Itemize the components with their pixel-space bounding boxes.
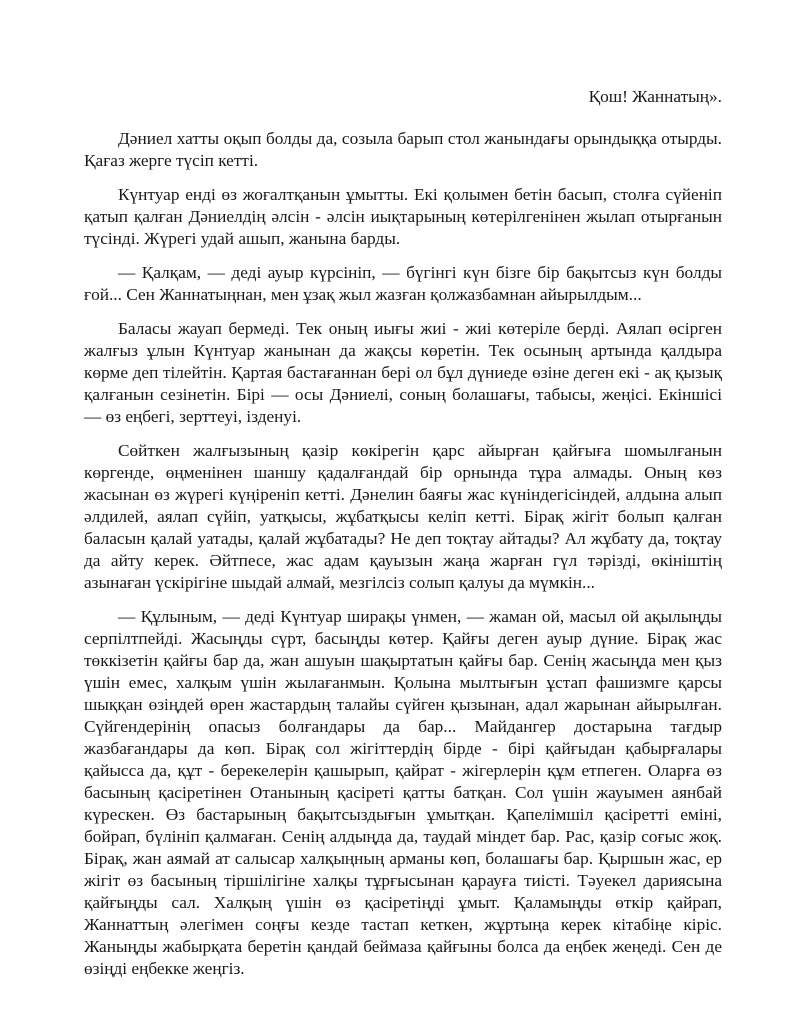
- paragraph: Баласы жауап бермеді. Тек оның иығы жиі - жиі көтеріле берді. Аялап өсірген жалғыз ұлын Күнтуар жанынан да жақсы көретін. Тек осының артында қалдыра көрме деп тілейтін. Қартая бастағаннан бері ол бұл дүниеде өзіне деген екі - ақ қызық қалғанын сезінетін. Бірі — осы Дәниелі, соның болашағы, табысы, жеңісі. Екіншісі — өз еңбегі, зерттеуі, ізденуі.: [84, 319, 722, 426]
- paragraph: Дәниел хатты оқып болды да, созыла барып стол жанындағы орындыққа отырды. Қағаз жерге түсіп кетті.: [84, 129, 722, 170]
- paragraph: — Қалқам, — деді ауыр күрсініп, — бүгінгі күн бізге бір бақытсыз күн болды ғой... Сен Жаннатыңнан, мен ұзақ жыл жазған қолжазбамнан айырылдым...: [84, 263, 722, 304]
- paragraph: Сөйткен жалғызының қазір көкірегін қарс айырған қайғыға шомылғанын көргенде, өңменінен шаншу қадалғандай бір орнында тұра алмады. Оның көз жасынан өз жүрегі күңіреніп кетті. Дәнелин баяғы жас күніндегісіндей, алдына алып әлдилей, аялап сүйіп, уатқысы, жұбатқысы келіп кетті. Бірақ жігіт болып қалған баласын қалай уатады, қалай жұбатады? Не деп тоқтау айтады? Ал жұбату да, тоқтау да айту керек. Әйтпесе, жас адам қауызын жаңа жарған гүл тәрізді, өкініштің азынаған үскірігіне шыдай алмай, мезгілсіз солып қалуы да мүмкін...: [84, 441, 722, 592]
- paragraph: — Құлыным, — деді Күнтуар ширақы үнмен, — жаман ой, масыл ой ақылыңды серпілтпейді. Жасыңды сүрт, басыңды көтер. Қайғы деген ауыр дүние. Бірақ жас төккізетін қайғы бар да, жан ашуын шақыртатын қайғы бар. Сенің жасыңда мен қыз үшін емес, халқым үшін жылағанмын. Қолына мылтығын ұстап фашизмге қарсы шыққан өзіңдей өрен жастардың талайы сүйген қызынан, адал жарынан айырылған. Сүйгендерінің опасыз болғандары да бар... Майдангер достарына тағдыр жазбағандары да көп. Бірақ сол жігіттердің бірде - бірі қайғыдан қабырғалары қайысса да, құт - берекелерін қашырып, қайрат - жігерлерін құм етпеген. Оларға өз басының қасіретінен Отанының қасіреті қатты батқан. Сол үшін жауымен аянбай күрескен. Өз бастарының бақытсыздығын ұмытқан. Қапелімшіл қасіретті еміні, бойрап, бүлініп қалмаған. Сенің алдыңда да, таудай міндет бар. Рас, қазір соғыс жоқ. Бірақ, жан аямай ат салысар халқыңның арманы көп, болашағы бар. Қыршын жас, ер жігіт өз басының тіршілігіне халқы тұрғысынан қарауға тиісті. Тәуекел дариясына қайғыңды сал. Халқың үшін өз қасіретіңді ұмыт. Қаламыңды өткір қайрап, Жаннаттың әлегімен соңғы кезде тастап кеткен, жұртыңа керек кітабіңе кіріс. Жаныңды жабырқата беретін қандай беймаза қайғыны болса да еңбек жеңеді. Сен де өзіңді еңбекке жеңгіз.: [84, 607, 722, 978]
- paragraph: Күнтуар енді өз жоғалтқанын ұмытты. Екі қолымен бетін басып, столға сүйеніп қатып қалған Дәниелдің әлсін - әлсін иықтарының көтерілгенінен жылап отырғанын түсінді. Жүрегі удай ашып, жанына барды.: [84, 185, 722, 248]
- document-page: [84, 86, 722, 992]
- letter-signoff: Қош! Жаннатың».: [588, 87, 722, 106]
